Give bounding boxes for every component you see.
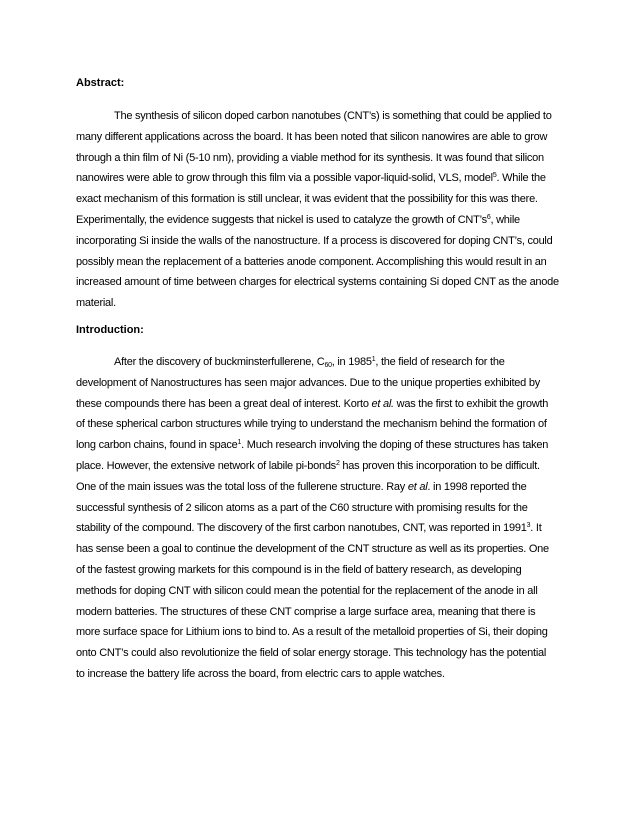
italic-text: et al [407, 480, 428, 493]
intro-text: . in 1998 reported the [427, 480, 527, 493]
intro-text: has proven this incorporation to be difficult. [339, 459, 540, 472]
intro-text: After the discovery of buckminsterfullerene, C [114, 356, 325, 368]
abstract-line: through a thin film of Ni (5-10 nm), providing a viable method for its synthesis. It was found that silicon [76, 151, 544, 164]
intro-line: has sense been a goal to continue the development of the CNT structure as well as its properties. One [76, 543, 549, 556]
intro-text: . It [530, 522, 542, 535]
citation-superscript: 1 [371, 356, 376, 363]
intro-text: stability of the compound. The discovery of the first carbon nanotubes, CNT, was reported in 1991 [76, 522, 527, 535]
intro-line: successful synthesis of 2 silicon atoms as a part of the C60 structure with promising results for the [76, 501, 528, 514]
introduction-body [76, 352, 566, 685]
intro-line: onto CNT’s could also revolutionize the field of solar energy storage. This technology has the potential [76, 647, 547, 660]
abstract-text: nanowires were able to grow through this film via a possible vapor-liquid-solid, VLS, model [76, 172, 493, 185]
intro-text: One of the main issues was the total loss of the fullerene structure. Ray [76, 480, 408, 493]
intro-line: of the fastest growing markets for this compound is in the field of battery research, as developing [76, 563, 522, 576]
citation-superscript: 1 [237, 439, 242, 447]
intro-text: . Much research involving the doping of these structures has taken [241, 439, 549, 452]
abstract-line [76, 210, 566, 231]
abstract-section [76, 73, 566, 314]
intro-text: long carbon chains, found in space [76, 439, 238, 452]
abstract-line: The synthesis of silicon doped carbon nanotubes (CNT’s) is something that could be applied to [114, 110, 552, 122]
intro-line: modern batteries. The structures of these CNT comprise a large surface area, meaning that there is [76, 605, 536, 618]
introduction-heading: Introduction: [76, 324, 144, 336]
intro-line: development of Nanostructures has seen major advances. Due to the unique properties exhibited by [76, 376, 540, 389]
intro-line [76, 394, 566, 415]
abstract-body [76, 106, 566, 314]
italic-text: et al. [371, 397, 394, 410]
intro-text: was the first to exhibit the growth [393, 397, 549, 410]
intro-line: of these spherical carbon structures while trying to understand the mechanism behind the formation of [76, 418, 547, 431]
citation-superscript: 2 [335, 459, 340, 467]
abstract-line: material. [76, 297, 116, 310]
citation-superscript: 3 [526, 522, 531, 530]
abstract-text: . While the [496, 172, 546, 185]
intro-text: place. However, the extensive network of labile pi-bonds [76, 459, 336, 472]
abstract-text: Experimentally, the evidence suggests that nickel is used to catalyze the growth of CNT’s [76, 213, 487, 226]
abstract-heading: Abstract: [76, 77, 125, 89]
intro-text: , the field of research for the [375, 356, 505, 368]
intro-line [76, 477, 566, 498]
abstract-line: increased amount of time between charges for electrical systems containing Si doped CNT as the anode [76, 276, 559, 289]
citation-superscript: 6 [486, 213, 491, 221]
intro-line: more surface space for Lithium ions to bind to. As a result of the metalloid properties of Si, their doping [76, 626, 548, 639]
subscript: 60 [324, 362, 332, 369]
abstract-line: many different applications across the board. It has been noted that silicon nanowires are able to grow [76, 130, 548, 143]
abstract-text: , while [490, 213, 520, 226]
intro-text: , in 1985 [331, 356, 372, 368]
abstract-line: exact mechanism of this formation is still unclear, it was evident that the possibility for this was there. [76, 193, 538, 206]
intro-line: methods for doping CNT with silicon could mean the potential for the replacement of the anode in all [76, 584, 538, 597]
intro-line [76, 352, 566, 373]
intro-line [76, 456, 566, 477]
abstract-line [76, 168, 566, 189]
intro-line [76, 435, 566, 456]
citation-superscript: 5 [492, 172, 497, 180]
abstract-line: possibly mean the replacement of a batteries anode component. Accomplishing this would result in an [76, 255, 547, 268]
intro-text: these compounds there has been a great deal of interest. Korto [76, 397, 372, 410]
introduction-section [76, 320, 566, 685]
intro-line [76, 518, 566, 539]
abstract-line: incorporating Si inside the walls of the nanostructure. If a process is discovered for doping CNT’s, could [76, 234, 553, 247]
intro-line: to increase the battery life across the board, from electric cars to apple watches. [76, 667, 445, 680]
